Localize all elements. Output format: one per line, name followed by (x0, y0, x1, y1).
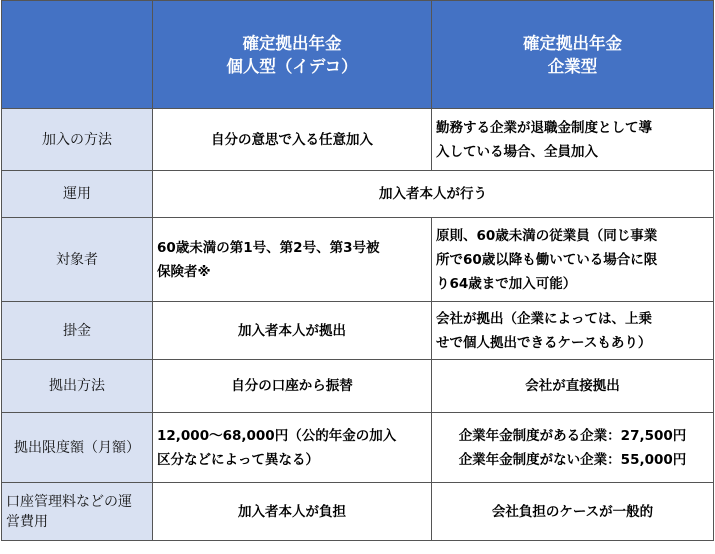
row-label-eligibility: 対象者 (2, 218, 153, 302)
cell-ideco-limit (153, 413, 432, 483)
table-row-payment-method (2, 360, 714, 413)
cell-line: 入している場合、全員加入 (436, 143, 598, 160)
cell-line: り64歳まで加入可能） (436, 275, 577, 292)
cell-line: 口座管理料などの運 (6, 493, 132, 510)
cell-line: 企業年金制度がある企業：27,500円 (458, 427, 687, 444)
header-ideco-line2: 個人型（イデコ） (226, 56, 358, 76)
header-ideco-line1: 確定拠出年金 (242, 33, 342, 53)
comparison-table (1, 0, 714, 541)
table-row-join-method (2, 109, 714, 171)
table-row-contribution (2, 302, 714, 360)
cell-ideco-join-method (153, 109, 432, 171)
cell-line: 原則、60歳未満の従業員（同じ事業 (436, 227, 658, 244)
cell-line: 12,000～68,000円（公的年金の加入 (157, 427, 397, 444)
cell-ideco-payment-method (153, 360, 432, 413)
cell-line: 企業年金制度がない企業：55,000円 (458, 451, 687, 468)
table-row-eligibility (2, 218, 714, 302)
row-label-management: 運用 (2, 171, 153, 218)
cell-line: 勤務する企業が退職金制度として導 (436, 119, 652, 136)
cell-line: 会社が直接拠出 (525, 378, 620, 394)
cell-corporate-eligibility (432, 218, 714, 302)
cell-corporate-join-method (432, 109, 714, 171)
cell-line: 保険者※ (157, 263, 211, 280)
cell-line: 会社が拠出（企業によっては、上乗 (436, 310, 652, 327)
header-corporate (432, 1, 714, 109)
header-corner-cell (2, 1, 153, 109)
table-row-limit (2, 413, 714, 483)
cell-line: せで個人拠出できるケースもあり） (436, 334, 652, 351)
cell-line: 加入者本人が負担 (238, 503, 346, 520)
header-corporate-line1: 確定拠出年金 (523, 33, 622, 53)
cell-line: 区分などによって異なる） (157, 451, 319, 468)
cell-line: 営費用 (6, 513, 48, 530)
cell-corporate-limit (432, 413, 714, 483)
cell-line: 自分の意思で入る任意加入 (211, 131, 373, 148)
row-label-limit: 拠出限度額（月額） (2, 413, 153, 483)
cell-ideco-eligibility (153, 218, 432, 302)
cell-line: 会社負担のケースが一般的 (491, 503, 654, 520)
cell-corporate-payment-method (432, 360, 714, 413)
cell-line: 自分の口座から振替 (231, 378, 353, 394)
row-label-contribution: 掛金 (2, 302, 153, 360)
cell-shared-management: 加入者本人が行う (153, 171, 714, 218)
cell-corporate-fees (432, 483, 714, 541)
table-row-fees (2, 483, 714, 541)
cell-line: 所で60歳以降も働いている場合に限 (436, 251, 658, 268)
header-ideco (153, 1, 432, 109)
row-label-join-method: 加入の方法 (2, 109, 153, 171)
cell-ideco-contribution (153, 302, 432, 360)
cell-ideco-fees (153, 483, 432, 541)
cell-line: 60歳未満の第1号、第2号、第3号被 (157, 239, 380, 256)
header-corporate-line2: 企業型 (547, 56, 598, 76)
cell-line: 加入者本人が拠出 (238, 322, 346, 339)
table-row-management (2, 171, 714, 218)
row-label-fees (2, 483, 153, 541)
cell-corporate-contribution (432, 302, 714, 360)
row-label-payment-method: 拠出方法 (2, 360, 153, 413)
header-row (2, 1, 714, 109)
